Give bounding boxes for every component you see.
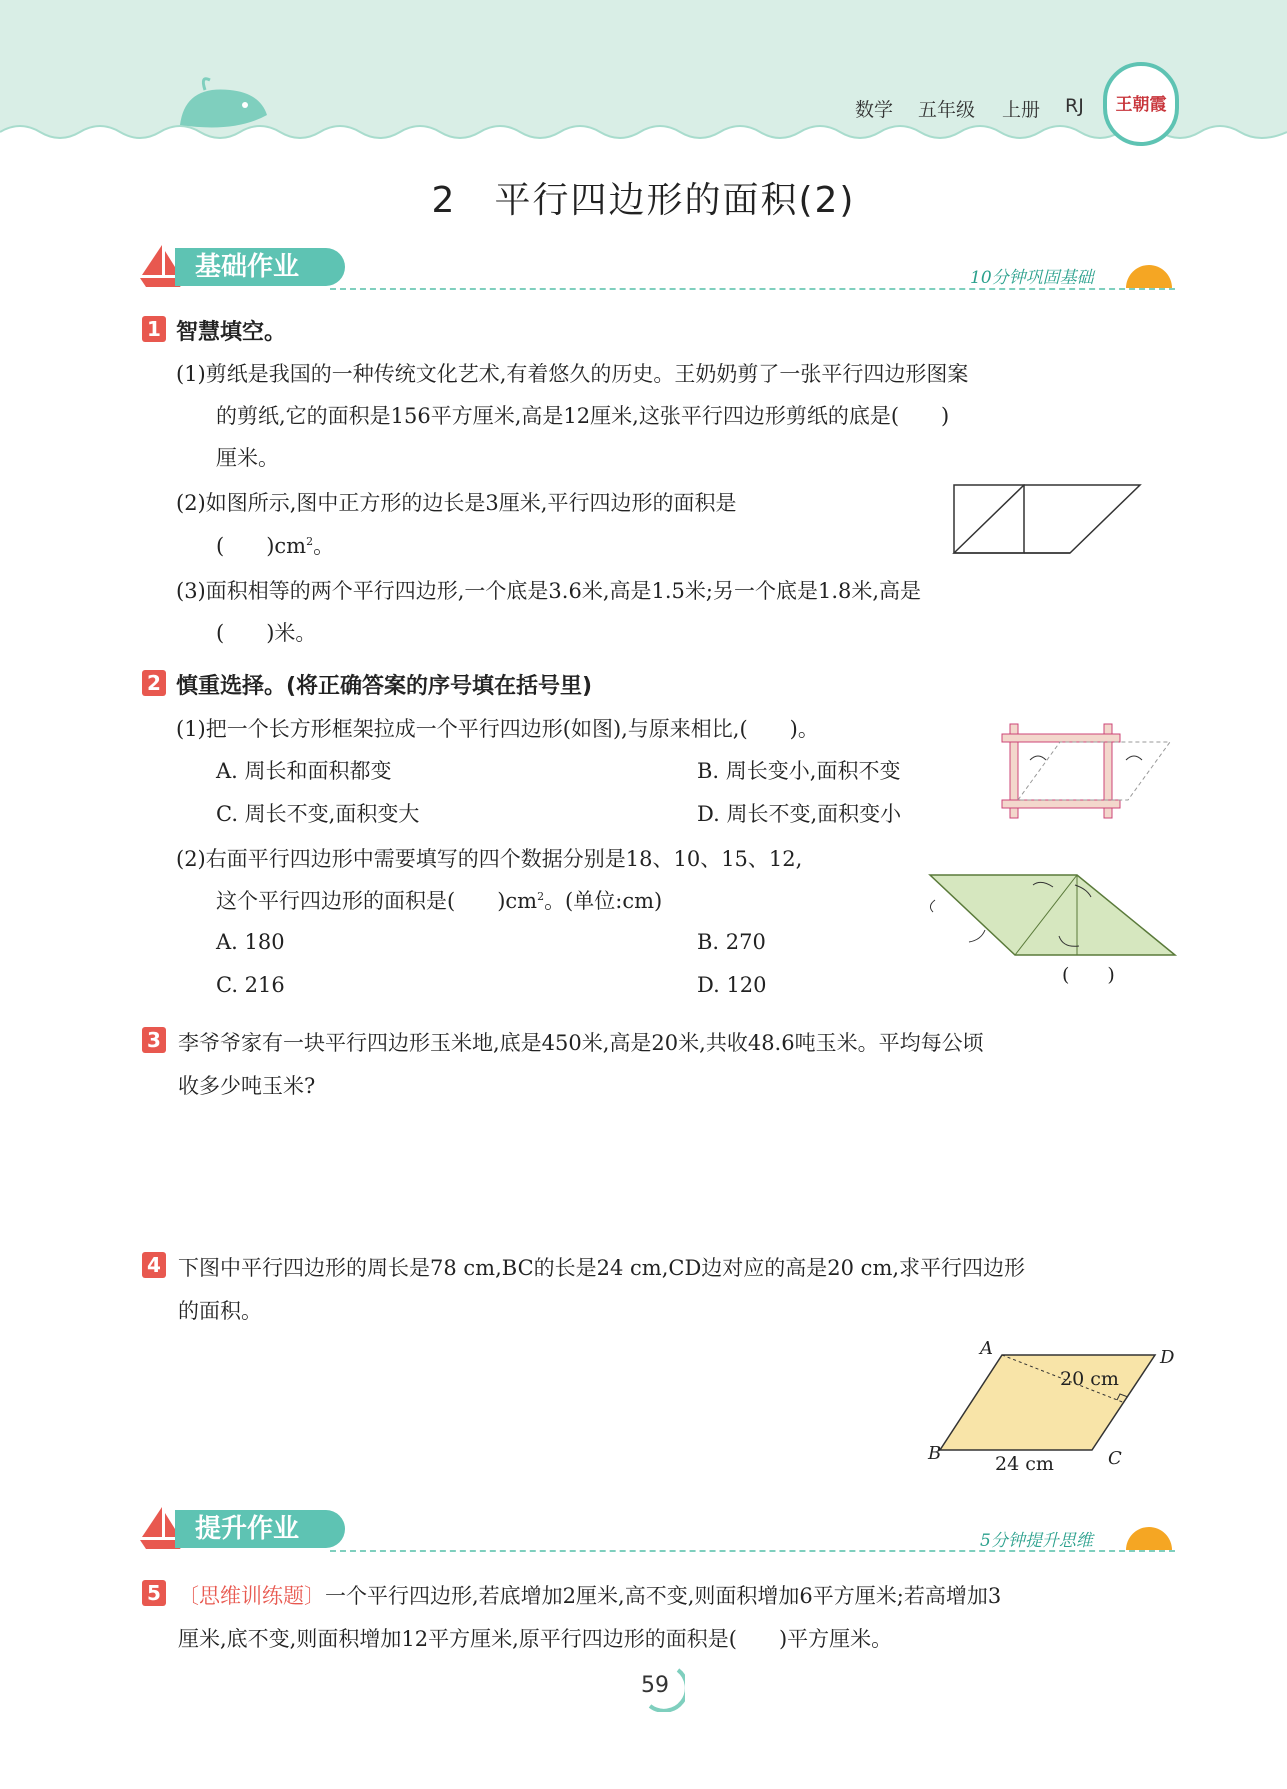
q2-area-blank: 这个平行四边形的面积是( )cm: [216, 889, 538, 913]
q2-figure-blank: ( ): [1062, 964, 1115, 986]
whale-icon: [175, 75, 275, 135]
section-basic-hint: 10分钟巩固基础: [970, 268, 1094, 288]
q2-line-2: (2)右面平行四边形中需要填写的四个数据分别是18、10、15、12,: [176, 847, 803, 871]
question-1-heading: 智慧填空。: [176, 320, 287, 345]
q2-line-1: (1)把一个长方形框架拉成一个平行四边形(如图),与原来相比,( )。: [176, 717, 819, 741]
question-1-number: 1: [142, 316, 166, 342]
q1-unit-exponent: 2: [306, 535, 314, 548]
q5-line-1-text: 一个平行四边形,若底增加2厘米,高不变,则面积增加6平方厘米;若高增加3: [325, 1584, 1002, 1608]
section-advanced-banner: 提升作业: [175, 1510, 345, 1548]
brand-logo: [1103, 62, 1179, 146]
square-parallelogram-figure: [952, 482, 1142, 557]
q1-line-5: [216, 530, 334, 560]
page-title: 2 平行四边形的面积(2): [431, 180, 856, 221]
q1-line-7: ( )米。: [216, 621, 317, 645]
question-3-number: 3: [142, 1027, 166, 1053]
question-4-number: 4: [142, 1252, 166, 1278]
q1-blank-unit: ( )cm: [216, 534, 307, 558]
q5-line-2: 厘米,底不变,则面积增加12平方厘米,原平行四边形的面积是( )平方厘米。: [178, 1627, 893, 1651]
parallelogram-heights-figure: [925, 870, 1180, 960]
q1-line-1: (1)剪纸是我国的一种传统文化艺术,有着悠久的历史。王奶奶剪了一张平行四边形图案: [176, 362, 969, 386]
q2-option-2c: C. 216: [216, 973, 285, 997]
q2-option-2d: D. 120: [697, 973, 767, 997]
q5-line-1: [178, 1580, 1001, 1610]
vertex-c-label: C: [1108, 1448, 1122, 1469]
q3-line-2: 收多少吨玉米?: [178, 1074, 316, 1098]
vertex-b-label: B: [928, 1443, 942, 1464]
vertex-d-label: D: [1160, 1347, 1175, 1368]
section-basic-banner: 基础作业: [175, 248, 345, 286]
header-volume: 上册: [1002, 99, 1041, 121]
question-5-number: 5: [142, 1580, 166, 1606]
vertex-a-label: A: [980, 1338, 993, 1359]
question-2-heading: 慎重选择。(将正确答案的序号填在括号里): [176, 674, 593, 699]
q4-line-1: 下图中平行四边形的周长是78 cm,BC的长是24 cm,CD边对应的高是20 cm,求平行四边形: [178, 1256, 1026, 1280]
header-subject: 数学: [855, 99, 894, 121]
q4-line-2: 的面积。: [178, 1299, 262, 1323]
q2-option-2a: A. 180: [216, 930, 285, 954]
page-number: 59: [641, 1673, 669, 1698]
brand-name: 王朝霞: [1115, 95, 1167, 115]
base-label: 24 cm: [995, 1453, 1054, 1475]
q2-unit-note: 。(单位:cm): [544, 889, 663, 913]
question-2-number: 2: [142, 670, 166, 696]
section-advanced-hint: 5分钟提升思维: [980, 1531, 1093, 1551]
q1-line-4: (2)如图所示,图中正方形的边长是3厘米,平行四边形的面积是: [176, 491, 737, 515]
header-edition: RJ: [1065, 95, 1084, 117]
rectangle-frame-figure: [1000, 722, 1180, 822]
sun-icon: [1120, 1520, 1180, 1556]
header-grade: 五年级: [918, 99, 976, 121]
q2-line-3: [216, 885, 662, 915]
q1-line-3: 厘米。: [216, 446, 279, 470]
q2-unit-exponent: 2: [537, 890, 545, 903]
q2-option-1d: D. 周长不变,面积变小: [697, 802, 902, 826]
q3-line-1: 李爷爷家有一块平行四边形玉米地,底是450米,高是20米,共收48.6吨玉米。平均每公顷: [178, 1031, 984, 1055]
height-label: 20 cm: [1060, 1368, 1119, 1390]
q2-option-1c: C. 周长不变,面积变大: [216, 802, 420, 826]
section-basic-divider: [330, 288, 1175, 290]
q2-option-1a: A. 周长和面积都变: [216, 759, 392, 783]
sun-icon: [1120, 258, 1180, 294]
q1-line-5-end: 。: [313, 534, 335, 558]
thinking-tag: 〔思维训练题〕: [178, 1584, 325, 1608]
q1-line-6: (3)面积相等的两个平行四边形,一个底是3.6米,高是1.5米;另一个底是1.8米,高是: [176, 579, 922, 603]
q2-option-2b: B. 270: [697, 930, 766, 954]
q1-line-2: 的剪纸,它的面积是156平方厘米,高是12厘米,这张平行四边形剪纸的底是( ): [216, 404, 950, 428]
q2-option-1b: B. 周长变小,面积不变: [697, 759, 901, 783]
